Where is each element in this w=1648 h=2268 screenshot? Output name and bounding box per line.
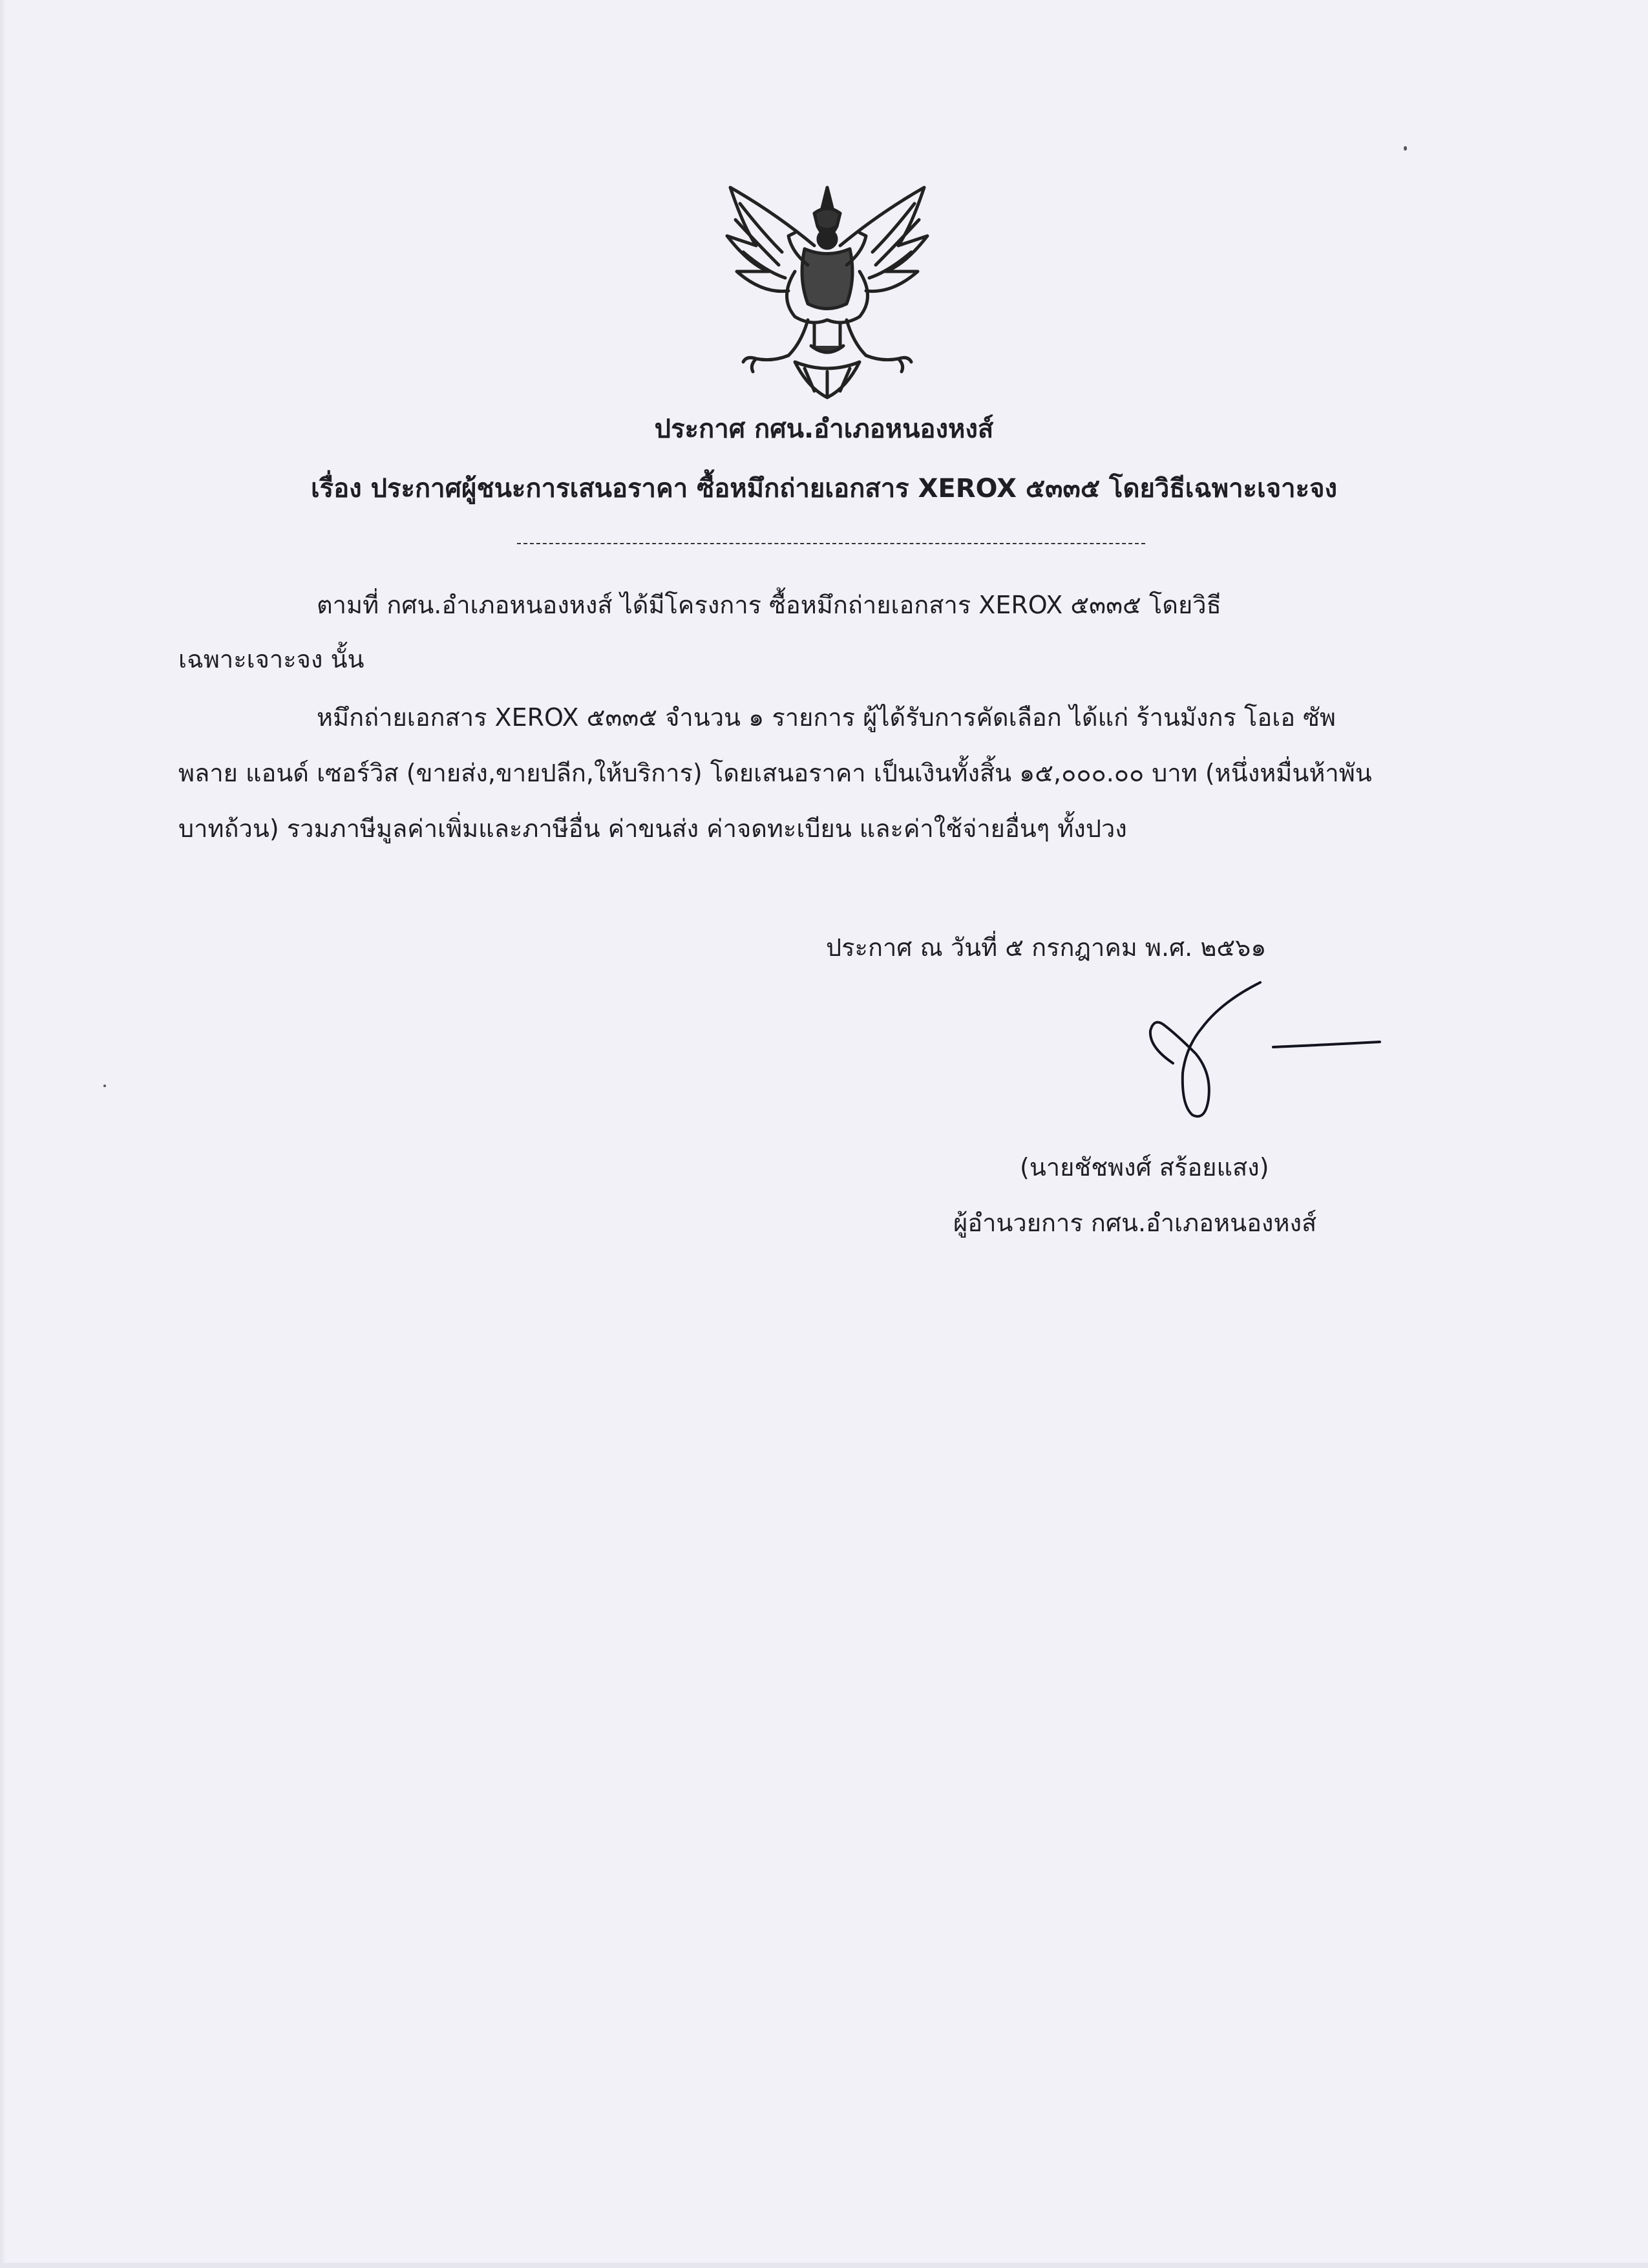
- scan-edge-bottom: [0, 2263, 1648, 2268]
- divider: [517, 543, 1145, 544]
- scan-speck: [103, 1085, 106, 1087]
- scan-speck: [1404, 146, 1407, 151]
- garuda-emblem-icon: [717, 175, 937, 407]
- document-title: ประกาศ กศน.อำเภอหนองหงส์: [654, 414, 994, 444]
- signature: [1125, 976, 1383, 1125]
- paragraph-1-line-2: เฉพาะเจาะจง นั้น: [178, 645, 364, 673]
- signer-title: ผู้อำนวยการ กศน.อำเภอหนองหงส์: [953, 1209, 1317, 1237]
- document-subject: เรื่อง ประกาศผู้ชนะการเสนอราคา ซื้อหมึกถ่ายเอกสาร XEROX ๕๓๓๕ โดยวิธีเฉพาะเจาะจง: [310, 474, 1338, 503]
- paragraph-1-line-1: ตามที่ กศน.อำเภอหนองหงส์ ได้มีโครงการ ซื้อหมึกถ่ายเอกสาร XEROX ๕๓๓๕ โดยวิธี: [317, 591, 1221, 619]
- announcement-date: ประกาศ ณ วันที่ ๕ กรกฎาคม พ.ศ. ๒๕๖๑: [826, 933, 1267, 962]
- paragraph-2-line-1: หมึกถ่ายเอกสาร XEROX ๕๓๓๕ จำนวน ๑ รายการ ผู้ได้รับการคัดเลือก ได้แก่ ร้านมังกร โอเอ ซัพ: [317, 703, 1336, 732]
- scan-edge: [0, 0, 6, 2268]
- paragraph-2-line-2: พลาย แอนด์ เซอร์วิส (ขายส่ง,ขายปลีก,ให้บริการ) โดยเสนอราคา เป็นเงินทั้งสิ้น ๑๕,๐๐๐.๐๐ บาท (หนึ่งหมื่นห้าพัน: [178, 759, 1372, 787]
- signer-name: (นายชัชพงศ์ สร้อยแสง): [1020, 1153, 1269, 1182]
- paragraph-2-line-3: บาทถ้วน) รวมภาษีมูลค่าเพิ่มและภาษีอื่น ค่าขนส่ง ค่าจดทะเบียน และค่าใช้จ่ายอื่นๆ ทั้งปวง: [178, 814, 1127, 843]
